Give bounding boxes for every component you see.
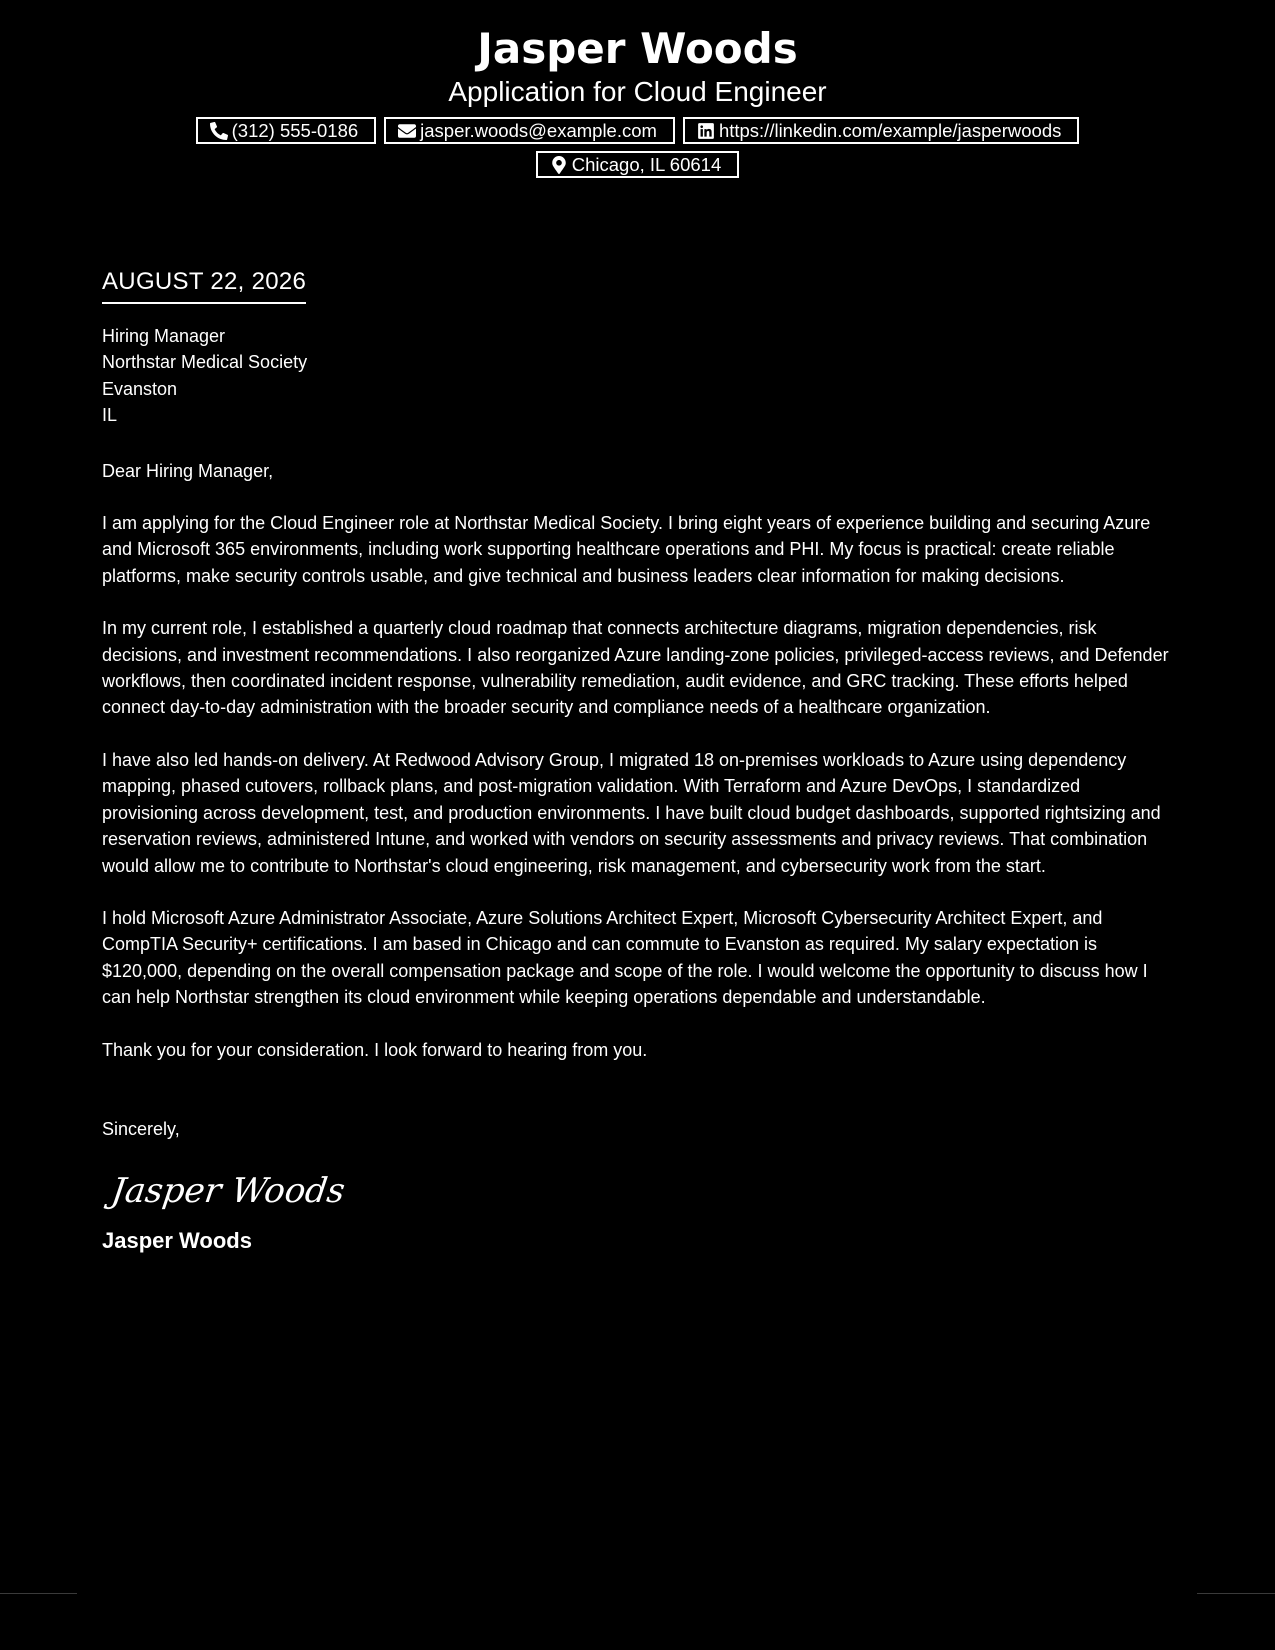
contact-bar [158, 117, 1118, 178]
paragraph-current-role: In my current role, I established a quarterly cloud roadmap that connects architecture diagrams, migration dependencies, risk decisions, and investment recommendations. I also reorganized Azure landing-zone policies, privileged-access reviews, and Defender workflows, then coordinated incident response, vulnerability remediation, audit evidence, and GRC tracking. These efforts helped connect day-to-day administration with the broader security and compliance needs of a healthcare organization. [102, 618, 1169, 718]
linkedin-text: https://linkedin.com/example/jasperwoods [718, 119, 1062, 141]
footer-rule-right [1197, 1593, 1275, 1594]
linkedin-contact[interactable] [683, 117, 1079, 144]
recipient-organization: Northstar Medical Society [102, 352, 308, 373]
application-title: Application for Cloud Engineer [448, 76, 827, 107]
email-text: jasper.woods@example.com [420, 119, 657, 141]
recipient-block [102, 323, 1177, 429]
paragraph-intro: I am applying for the Cloud Engineer role at Northstar Medical Society. I bring eight years of experience building and securing Azure and Microsoft 365 environments, including work supporting healthcare operations and PHI. My focus is practical: create reliable platforms, make security controls usable, and give technical and business leaders clear information for making decisions. [102, 513, 1151, 586]
salutation: Dear Hiring Manager, [102, 460, 274, 481]
phone-contact[interactable] [196, 117, 377, 144]
envelope-icon [398, 122, 416, 140]
phone-icon [210, 122, 228, 140]
letter-body [102, 264, 1177, 1256]
letter-header [0, 22, 1275, 178]
recipient-title: Hiring Manager [102, 326, 226, 346]
closing-line: Thank you for your consideration. I look forward to hearing from you. [102, 1039, 648, 1060]
applicant-name: Jasper Woods [477, 24, 798, 73]
recipient-city: Evanston [102, 378, 178, 399]
paragraph-certifications: I hold Microsoft Azure Administrator Associate, Azure Solutions Architect Expert, Microsoft Cybersecurity Architect Expert, and CompTIA Security+ certifications. I am based in Chicago and can commute to Evanston as required. My salary expectation is $120,000, depending on the overall compensation package and scope of the role. I would welcome the opportunity to discuss how I can help Northstar strengthen its cloud environment while keeping operations dependable and understandable. [102, 907, 1148, 1008]
linkedin-icon [697, 122, 715, 140]
letter-date: AUGUST 22, 2026 [102, 264, 306, 304]
map-pin-icon [550, 156, 568, 174]
handwritten-signature [108, 1160, 1177, 1220]
footer-rule-left [0, 1593, 77, 1594]
location-contact[interactable] [536, 151, 739, 178]
email-contact[interactable] [384, 117, 675, 144]
signoff: Sincerely, [102, 1118, 180, 1139]
phone-text: (312) 555-0186 [231, 119, 359, 141]
signer-name: Jasper Woods [102, 1228, 252, 1254]
paragraph-delivery: I have also led hands-on delivery. At Redwood Advisory Group, I migrated 18 on-premises workloads to Azure using dependency mapping, phased cutovers, rollback plans, and post-migration validation. With Terraform and Azure DevOps, I standardized provisioning across development, test, and production environments. I have built cloud budget dashboards, supported rightsizing and reservation reviews, administered Intune, and worked with vendors on security assessments and privacy reviews. That combination would allow me to contribute to Northstar's cloud engineering, risk management, and cybersecurity work from the start. [102, 749, 1161, 876]
location-text: Chicago, IL 60614 [571, 153, 722, 175]
recipient-state: IL [102, 405, 118, 426]
signature-glyphs: Jasper Woods [108, 1171, 348, 1212]
